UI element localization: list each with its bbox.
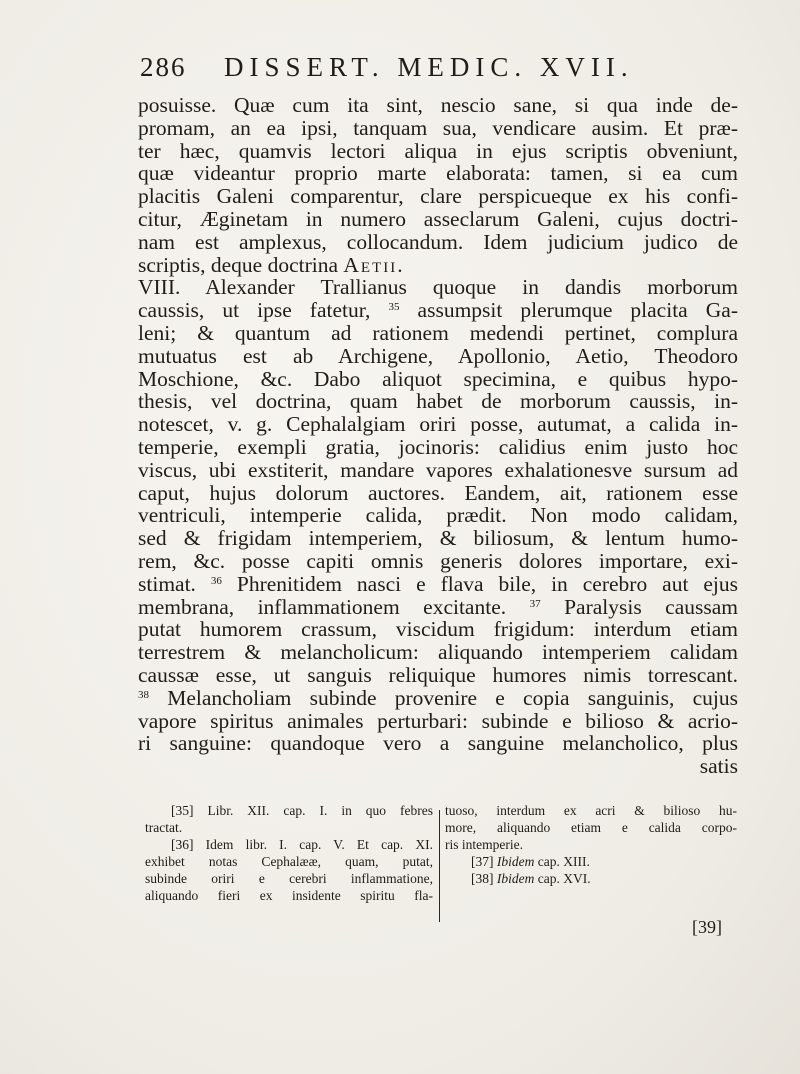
text-line: VIII. Alexander Trallianus quoque in dandis morborum [138,275,738,300]
author-name: Aetii. [343,252,405,277]
text-line: ri sanguine: quandoque vero a sanguine melancholico, plus [138,731,738,756]
text-line: sed & frigidam intemperiem, & biliosum, & lentum humo- [138,526,738,551]
text-line: rem, &c. posse capiti omnis generis dolores importare, exi- [138,548,738,573]
footnote-line: ris intemperie. [445,837,523,852]
text-line: caput, hujus dolorum auctores. Eandem, ait, rationem esse [138,480,738,505]
line-text: stimat. [138,571,196,596]
text-line: quæ videantur proprio marte elaborata: tamen, si ea cum [138,161,738,186]
footnotes-left-column [145,802,433,904]
text-line: posuisse. Quæ cum ita sint, nescio sane, si qua inde de- [138,93,738,117]
main-text [138,94,738,778]
footnote-ref-36[interactable]: 36 [210,574,222,587]
text-line: viscus, ubi exstiterit, mandare vapores exhalationesve sursum ad [138,457,738,482]
footnote-mark: [38] [471,871,494,886]
footnote-line: exhibet notas Cephalææ, quam, putat, [145,854,433,869]
text-line: caussæ esse, ut sanguis reliquique humores nimis torrescant. [138,662,738,687]
line-text: Phrenitidem nasci e flava bile, in cerebro aut ejus [236,571,739,596]
text-line: placitis Galeni comparentur, clare perspicueque ex his confi- [138,184,738,209]
signature-mark: [39] [692,917,722,937]
footnote-line: more, aliquando etiam e calida corpo- [445,820,737,835]
text-line [138,573,738,596]
text-line: terrestrem & melancholicum: aliquando intemperiem calidam [138,640,738,665]
text-line: promam, an ea ipsi, tanquam sua, vendicare ausim. Et præ- [138,115,738,140]
footnote-line: aliquando fieri ex insidente spiritu fla- [145,888,433,903]
footnote-37 [445,853,737,870]
footnote-ref-37[interactable]: 37 [529,597,541,610]
line-text: Melancholiam subinde provenire e copia sanguinis, cujus [167,685,739,710]
text-line: Moschione, &c. Dabo aliquot specimina, e quibus hypo- [138,366,738,391]
footnote-line: tractat. [145,820,183,835]
footnotes-right-column [445,802,737,887]
running-title: DISSERT. MEDIC. XVII. [224,52,634,82]
footnote-text: cap. XVI. [537,871,591,886]
line-text: assumpsit plerumque placita Ga- [417,298,738,323]
text-line: leni; & quantum ad rationem medendi pertinet, complura [138,320,738,345]
line-text: membrana, inflammationem excitante. [138,594,507,619]
footnote-ref-38[interactable]: 38 [138,688,149,701]
page-number: 286 [140,52,187,82]
footnote-ref-word: Ibidem [496,854,535,869]
footnote-text: cap. XIII. [537,854,590,869]
text-line [138,299,738,322]
text-line: ter hæc, quamvis lectori aliqua in ejus scriptis obveniunt, [138,138,738,163]
footnote-ref-35[interactable]: 35 [388,301,400,314]
footnote-line: tuoso, interdum ex acri & bilioso hu- [445,803,737,818]
text-line: mutuatus est ab Archigene, Apollonio, Aetio, Theodoro [138,343,738,368]
catchword: satis [699,754,738,779]
footnote-line: [35] Libr. XII. cap. I. in quo febres [171,803,433,818]
text-line: temperie, exempli gratia, jocinoris: calidius enim justo hoc [138,434,738,459]
footnote-mark: [37] [471,854,494,869]
column-divider [439,810,440,922]
footnote-line: [36] Idem libr. I. cap. V. Et cap. XI. [171,837,433,852]
text-line: vapore spiritus animales perturbari: subinde e bilioso & acrio- [138,708,738,733]
line-text: scriptis, deque doctrina [138,252,339,277]
footnote-38 [445,870,737,887]
running-header [140,52,740,92]
text-line: thesis, vel doctrina, quam habet de morborum caussis, in- [138,389,738,414]
text-line: putat humorem crassum, viscidum frigidum: interdum etiam [138,617,738,642]
text-line: notescet, v. g. Cephalalgiam oriri posse, autumat, a calida in- [138,412,738,437]
text-line: ventriculi, intemperie calida, prædit. Non modo calidam, [138,503,738,528]
text-line [138,254,738,277]
line-text: caussis, ut ipse fatetur, [138,298,371,323]
line-text: Paralysis caussam [564,594,738,619]
text-line: nam est amplexus, collocandum. Idem judicium judico de [138,229,738,254]
text-line: citur, Æginetam in numero asseclarum Galeni, cujus doctri- [138,206,738,231]
footnote-ref-word: Ibidem [496,871,535,886]
text-line [138,687,738,710]
footnote-line: subinde oriri e cerebri inflammatione, [145,871,433,886]
text-line [138,596,738,619]
